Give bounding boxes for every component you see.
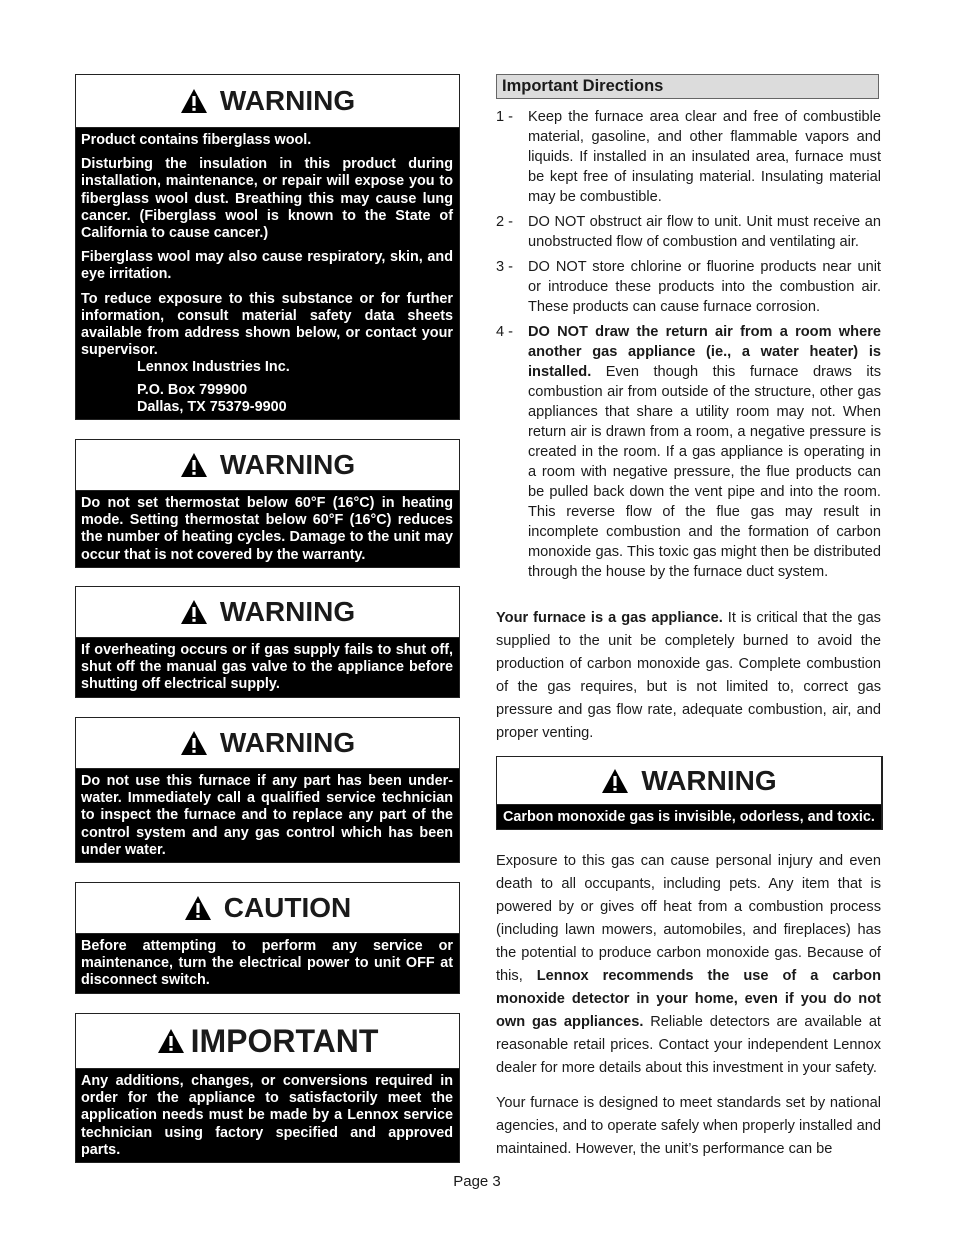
warning-text: Do not set thermostat below 60°F (16°C) in heating mode. Setting thermostat below 60°F (16°C) reduces the number of heating cycles. Damage to the unit may occur that is not covered by the warranty.	[81, 495, 453, 563]
list-number: 4 -	[496, 324, 514, 340]
paragraph-lead: Your furnace is a gas appliance.	[496, 610, 723, 626]
important-body	[76, 1069, 459, 1162]
warning-triangle-icon	[601, 768, 629, 794]
thermostat-warning-box	[75, 439, 460, 568]
exposure-paragraph	[496, 850, 881, 1080]
list-number: 1 -	[496, 109, 514, 125]
gas-appliance-paragraph	[496, 607, 881, 745]
important-text: Any additions, changes, or conversions required in order for the appliance to satisfactorily meet the application needs must be made by a Lennox service technician using factory specified and approved parts.	[81, 1073, 453, 1158]
list-item	[496, 107, 881, 207]
list-body-text: Even though this furnace draws its combustion air from outside of the structure, other gas appliances that share a utility room may not. When return air is drawn from a room, a negative pressure is created in the room. If a gas appliance is operating in a room with negative pressure, the flue products can be pulled back down the vent pipe and into the room. This reverse flow of the flue gas may result in incomplete combustion and the formation of carbon monoxide gas. This toxic gas might then be distributed through the house by the furnace duct system.	[528, 364, 881, 580]
warning-text: If overheating occurs or if gas supply fails to shut off, shut off the manual gas valve to the appliance before shutting off electrical supply.	[81, 642, 453, 693]
list-number: 3 -	[496, 259, 514, 275]
list-text: Keep the furnace area clear and free of combustible material, gasoline, and other flammable vapors and liquids. If installed in an insulated area, furnace must be kept free of insulating material. Insulating material may be combustible.	[528, 109, 881, 205]
warning-text: To reduce exposure to this substance or for further information, consult material safety data sheets available from address shown below, or contact your supervisor.	[81, 290, 453, 359]
warning-title: WARNING	[219, 727, 356, 758]
fiberglass-warning-box	[75, 74, 460, 420]
list-text: DO NOT obstruct air flow to unit. Unit must receive an unobstructed flow of combustion and ventilating air.	[528, 214, 881, 250]
warning-body	[76, 769, 459, 862]
caution-body	[76, 934, 459, 993]
paragraph-bold: Lennox recommends the use of a carbon monoxide detector in your home, even if you do not own gas appliances.	[496, 968, 881, 1030]
carbon-monoxide-warning-box	[496, 756, 883, 830]
caution-text: Before attempting to perform any service or maintenance, turn the electrical power to unit OFF at disconnect switch.	[81, 938, 453, 989]
address-po-box: P.O. Box 799900	[137, 382, 248, 399]
caution-title: CAUTION	[223, 892, 352, 923]
warning-triangle-icon	[157, 1028, 185, 1054]
paragraph-text: Reliable detectors are available at reasonable retail prices. Contact your independent Lennox dealer for more details about this investment in your safety.	[496, 1014, 881, 1076]
warning-header	[497, 757, 881, 805]
important-header	[76, 1014, 459, 1069]
warning-body	[76, 128, 459, 419]
warning-body	[76, 638, 459, 697]
list-text: DO NOT store chlorine or fluorine products near unit or introduce these products into the combustion air. These products can cause furnace corrosion.	[528, 259, 881, 315]
warning-text: Do not use this furnace if any part has been under-water. Immediately call a qualified service technician to inspect the furnace and to replace any part of the control system and any gas control which has been under water.	[81, 773, 453, 858]
underwater-warning-box	[75, 717, 460, 863]
warning-text: Carbon monoxide gas is invisible, odorless, and toxic.	[503, 809, 875, 825]
warning-title: WARNING	[219, 596, 356, 627]
warning-text: Fiberglass wool may also cause respiratory, skin, and eye irritation.	[81, 249, 453, 283]
important-notice-box	[75, 1013, 460, 1163]
list-bold-text: DO NOT draw the return air from a room where another gas appliance (ie., a water heater) is installed.	[528, 324, 881, 380]
warning-header	[76, 75, 459, 128]
directions-list	[496, 107, 881, 587]
warning-triangle-icon	[180, 452, 208, 478]
warning-title: WARNING	[641, 764, 777, 796]
caution-header	[76, 883, 459, 934]
warning-text: Disturbing the insulation in this product during installation, maintenance, or repair will expose you to fiberglass wool dust. Breathing this may cause lung cancer. (Fiberglass wool is known to the State of California to cause cancer.)	[81, 156, 453, 242]
address-company: Lennox Industries Inc.	[137, 359, 290, 376]
page-number: Page 3	[453, 1173, 501, 1190]
list-text	[528, 322, 881, 582]
important-directions-heading: Important Directions	[496, 74, 879, 99]
warning-triangle-icon	[180, 730, 208, 756]
power-caution-box	[75, 882, 460, 994]
warning-body	[76, 491, 459, 567]
warning-triangle-icon	[180, 88, 208, 114]
address-city: Dallas, TX 75379-9900	[137, 399, 287, 416]
warning-header	[76, 587, 459, 638]
warning-title: WARNING	[219, 449, 356, 480]
list-item	[496, 257, 881, 317]
list-item	[496, 322, 881, 582]
warning-header	[76, 718, 459, 769]
warning-body	[497, 805, 881, 829]
paragraph-text: Exposure to this gas can cause personal injury and even death to all occupants, including pets. Any item that is powered by or gives off heat from a combustion process (including lawn mowers, automobiles, and fireplaces) has the potential to produce carbon monoxide gas. Because of this,	[496, 853, 881, 984]
warning-triangle-icon	[180, 599, 208, 625]
warning-triangle-icon	[184, 895, 212, 921]
standards-paragraph: Your furnace is designed to meet standards set by national agencies, and to operate safely when properly installed and maintained. However, the unit’s performance can be	[496, 1095, 881, 1157]
warning-title: WARNING	[219, 85, 356, 116]
warning-header	[76, 440, 459, 491]
list-number: 2 -	[496, 214, 514, 230]
overheating-warning-box	[75, 586, 460, 698]
list-item	[496, 212, 881, 252]
important-title: IMPORTANT	[190, 1023, 379, 1059]
address-block	[81, 359, 453, 416]
warning-text: Product contains fiberglass wool.	[81, 132, 312, 148]
paragraph-text: It is critical that the gas supplied to the unit be completely burned to avoid the production of carbon monoxide gas. Complete combustion of the gas requires, but is not limited to, correct gas pressure and gas flow rate, adequate combustion, air, and proper venting.	[496, 610, 881, 741]
